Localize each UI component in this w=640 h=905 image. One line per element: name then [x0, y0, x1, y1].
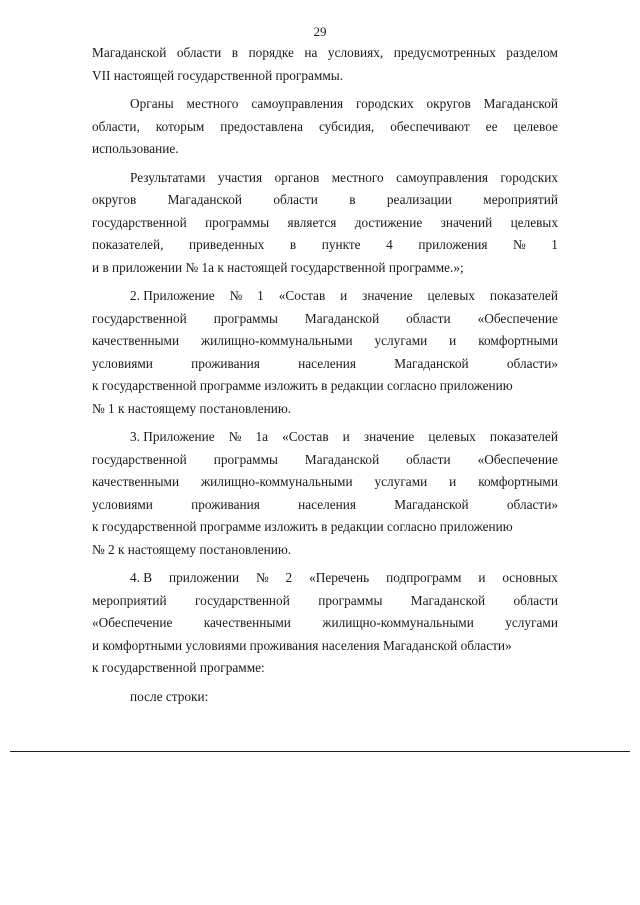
text-line: [92, 212, 558, 235]
word: жилищно-коммунальными: [201, 333, 353, 348]
word: округов: [92, 192, 137, 207]
word: области»: [506, 496, 558, 512]
text-line: [92, 189, 558, 212]
word: 1а: [255, 429, 269, 444]
word: комфортными: [478, 474, 558, 489]
word: условиями: [92, 496, 153, 512]
word: в: [231, 45, 239, 60]
word: населения: [298, 355, 357, 371]
paragraph-p5: [92, 567, 558, 680]
paragraph-p3: [92, 285, 558, 420]
word: подпрограмм: [386, 570, 462, 585]
word: «Состав: [278, 288, 326, 303]
word: услугами: [374, 333, 428, 348]
word: предусмотренных: [393, 45, 496, 60]
word: которым: [155, 118, 205, 134]
word: самоуправления: [251, 96, 344, 111]
word: качественными: [92, 474, 180, 489]
text-line: [92, 590, 558, 613]
word: является: [287, 214, 337, 230]
word: Магаданской: [92, 45, 167, 60]
paragraph-p1: [92, 93, 558, 161]
word: области: [176, 45, 222, 60]
word: Магаданской: [483, 96, 558, 111]
word: условиями: [92, 355, 153, 371]
text-line: [92, 539, 558, 562]
word: «Перечень: [309, 570, 370, 585]
word: пункте: [321, 237, 361, 252]
word: Органы: [130, 96, 174, 111]
word: услугами: [505, 615, 558, 630]
word: порядке: [248, 45, 294, 60]
text-line: [92, 494, 558, 517]
paragraph-p2: [92, 167, 558, 280]
word: 3. Приложение: [130, 429, 215, 444]
word: к государственной программе изложить в редакции согласно приложению: [92, 519, 513, 534]
word: программы: [318, 592, 383, 608]
word: Магаданской: [304, 310, 380, 326]
word: предоставлена: [220, 118, 303, 134]
word: услугами: [374, 474, 428, 489]
text-line: [92, 635, 558, 658]
word: «Обеспечение: [92, 615, 173, 630]
word: городских: [500, 169, 558, 185]
word: Магаданской: [167, 192, 242, 207]
word: государственной: [92, 451, 187, 467]
word: приложения: [418, 237, 488, 252]
word: №: [256, 570, 269, 585]
word: округов: [426, 96, 471, 111]
word: и: [478, 570, 486, 585]
text-line: [92, 167, 558, 190]
text-line: [92, 257, 558, 280]
text-line: [92, 234, 558, 257]
word: и комфортными условиями проживания населения Магаданской области»: [92, 637, 512, 653]
word: 2. Приложение: [130, 288, 215, 303]
text-line: [92, 42, 558, 65]
word: №: [229, 288, 243, 303]
word: «Обеспечение: [477, 451, 558, 467]
text-line: [92, 398, 558, 421]
word: условиях,: [327, 45, 384, 60]
word: программы: [213, 451, 278, 467]
text-line: [92, 471, 558, 494]
word: №: [513, 237, 526, 252]
word: на: [304, 45, 318, 60]
text-line: [92, 65, 558, 88]
word: жилищно-коммунальными: [201, 474, 353, 489]
word: области: [406, 451, 451, 467]
word: показателей,: [92, 237, 164, 252]
word: VII настоящей государственной программы.: [92, 67, 344, 83]
word: приложении: [169, 570, 240, 585]
word: комфортными: [478, 333, 558, 348]
word: использование.: [92, 141, 179, 156]
word: показателей: [489, 288, 558, 303]
word: показателей: [489, 429, 558, 444]
word: достижение: [354, 214, 423, 230]
text-line: [92, 426, 558, 449]
word: Результатами: [130, 169, 206, 185]
word: Магаданской: [410, 592, 486, 608]
word: государственной: [92, 310, 187, 326]
word: реализации: [386, 192, 452, 207]
word: и: [449, 333, 457, 348]
word: проживания: [191, 355, 260, 371]
word: к государственной программе:: [92, 660, 265, 675]
word: государственной: [195, 592, 290, 608]
word: и: [340, 288, 348, 303]
word: местного: [331, 169, 384, 185]
word: 1: [257, 288, 264, 303]
word: № 1 к настоящему постановлению.: [92, 400, 292, 416]
text-line: [92, 516, 558, 539]
text-line: [92, 567, 558, 590]
text-line: [92, 657, 558, 680]
text-line: [92, 612, 558, 635]
text-line: [92, 330, 558, 353]
word: к государственной программе изложить в редакции согласно приложению: [92, 378, 513, 393]
word: программы: [205, 214, 270, 230]
word: и: [449, 474, 457, 489]
word: участия: [217, 169, 263, 185]
word: целевых: [427, 288, 475, 303]
word: Магаданской: [394, 496, 469, 512]
word: значение: [363, 429, 415, 444]
word: качественными: [203, 615, 291, 630]
word: местного: [186, 96, 239, 111]
word: населения: [298, 496, 357, 512]
word: субсидия,: [318, 118, 375, 134]
word: области: [273, 192, 318, 207]
word: и: [342, 429, 350, 444]
word: №: [228, 429, 242, 444]
word: «Обеспечение: [477, 310, 558, 326]
word: целевых: [428, 429, 476, 444]
word: основных: [502, 570, 558, 585]
word: № 2 к настоящему постановлению.: [92, 541, 292, 557]
word: качественными: [92, 333, 180, 348]
word: значение: [362, 288, 413, 303]
paragraph-p0: [92, 42, 558, 87]
word: городских: [356, 96, 414, 111]
document-body: [92, 42, 558, 708]
word: в: [289, 237, 297, 252]
word: самоуправления: [396, 169, 488, 185]
text-line: [92, 285, 558, 308]
word: органов: [274, 169, 320, 185]
word: целевых: [510, 214, 558, 230]
word: обеспечивают: [390, 118, 470, 134]
word: и в приложении № 1а к настоящей государственной программе.»;: [92, 259, 464, 275]
text-line: [92, 375, 558, 398]
word: программы: [213, 310, 278, 326]
word: 1: [551, 237, 558, 252]
paragraph-p4: [92, 426, 558, 561]
word: жилищно-коммунальными: [322, 615, 474, 630]
word: проживания: [191, 496, 260, 512]
word: области»: [506, 355, 558, 371]
horizontal-divider: [10, 751, 630, 752]
word: ее: [485, 118, 498, 134]
word: 4: [386, 237, 393, 252]
word: значений: [440, 214, 493, 230]
word: 4. В: [130, 570, 153, 585]
word: государственной: [92, 214, 187, 230]
word: области: [406, 310, 451, 326]
word: области,: [92, 118, 140, 134]
text-line: [92, 308, 558, 331]
text-line: [92, 116, 558, 139]
word: мероприятий: [483, 192, 558, 207]
text-line: [92, 353, 558, 376]
word: разделом: [506, 45, 558, 60]
word: Магаданской: [394, 355, 469, 371]
word: в: [349, 192, 356, 207]
text-line: [92, 686, 558, 709]
word: целевое: [513, 118, 558, 134]
text-line: [92, 138, 558, 161]
word: приведенных: [189, 237, 265, 252]
word: «Состав: [282, 429, 329, 444]
word: 2: [285, 570, 293, 585]
page-number: 29: [313, 24, 327, 39]
word: мероприятий: [92, 592, 167, 608]
word: после строки:: [130, 688, 209, 704]
text-line: [92, 449, 558, 472]
word: области: [513, 592, 558, 608]
word: Магаданской: [304, 451, 380, 467]
text-line: [92, 93, 558, 116]
paragraph-p6: [92, 686, 558, 709]
